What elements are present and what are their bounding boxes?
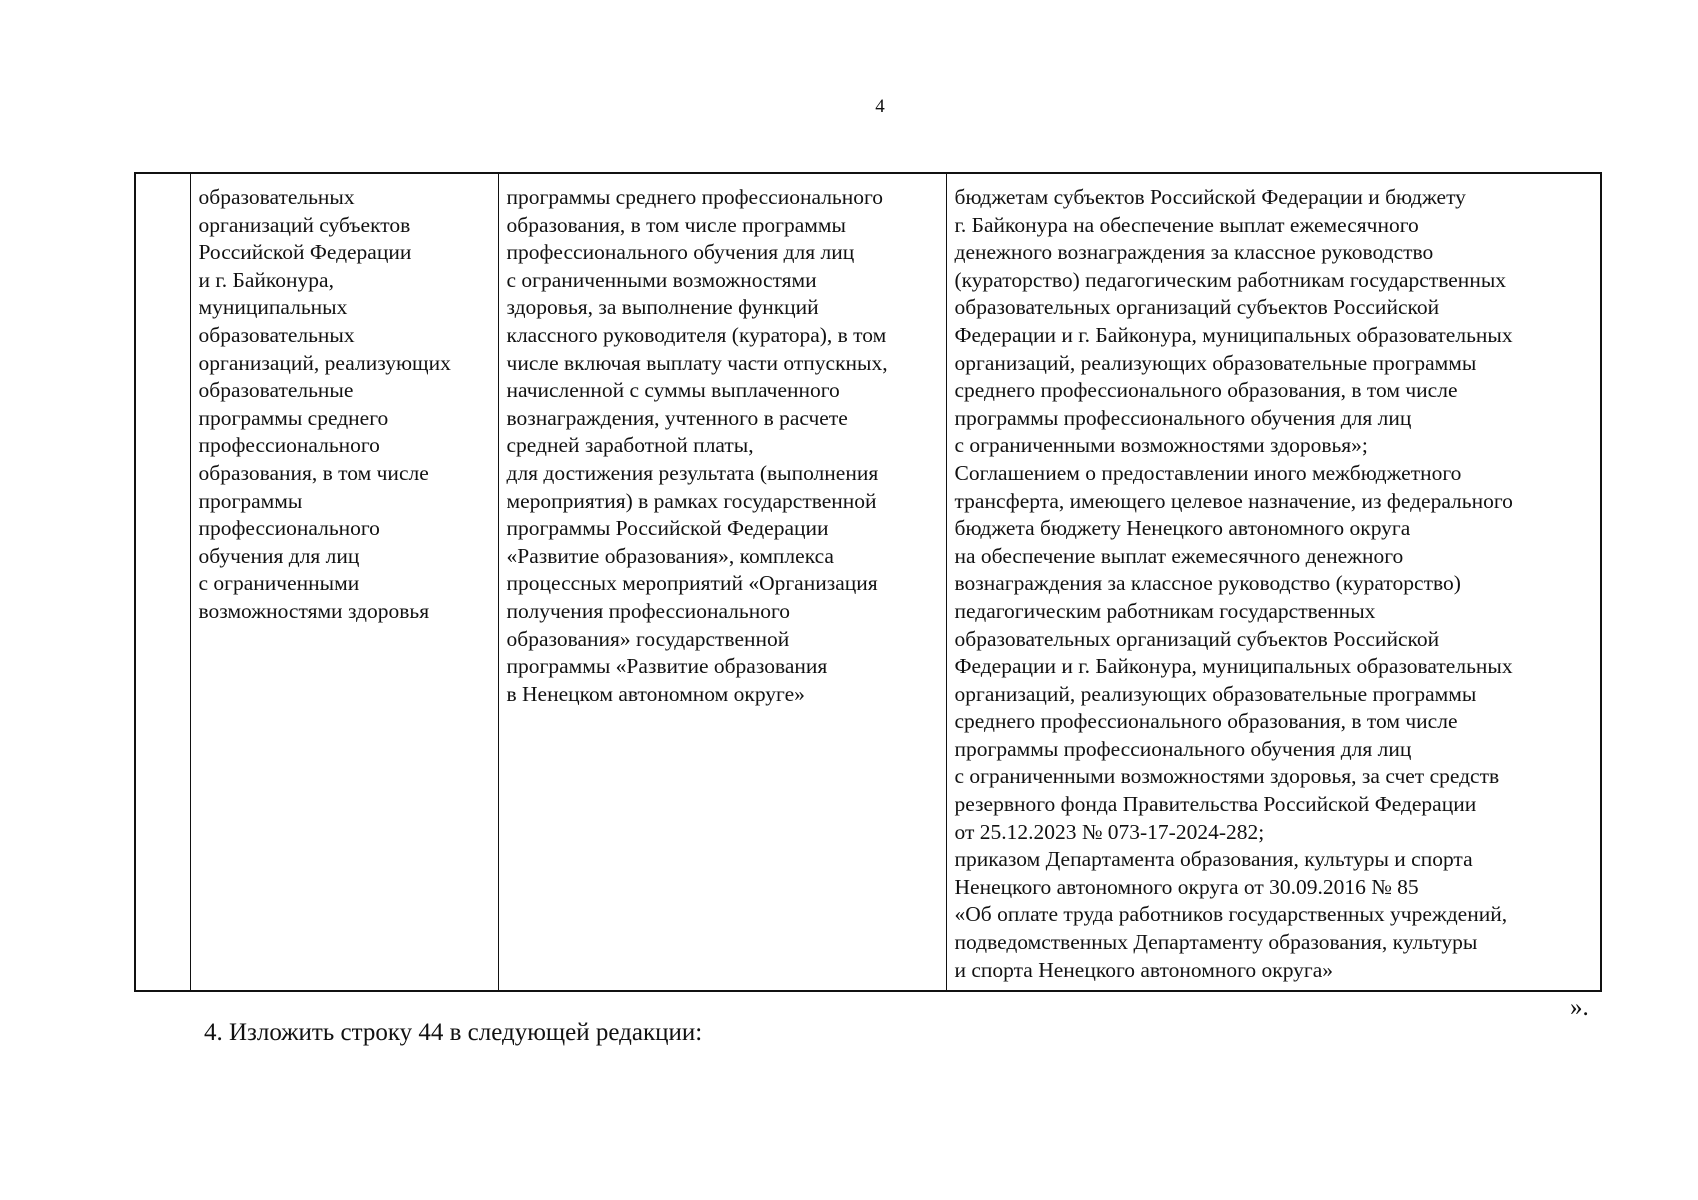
text-line: средней заработной платы, bbox=[506, 433, 754, 458]
text-line: получения профессионального bbox=[506, 598, 790, 623]
text-line: вознаграждения за классное руководство (кураторство) bbox=[954, 571, 1461, 596]
table-row bbox=[135, 173, 1601, 991]
table-cell-basis bbox=[946, 173, 1601, 991]
text-line: возможностями здоровья bbox=[198, 598, 430, 623]
text-line: образования, в том числе программы bbox=[506, 212, 846, 237]
text-line: классного руководителя (куратора), в том bbox=[506, 322, 887, 347]
text-line: г. Байконура на обеспечение выплат ежемесячного bbox=[954, 212, 1419, 237]
text-line: мероприятия) в рамках государственной bbox=[506, 488, 877, 513]
text-line: вознаграждения, учтенного в расчете bbox=[506, 405, 848, 430]
text-line: и спорта Ненецкого автономного округа» bbox=[954, 957, 1334, 982]
text-line: организаций, реализующих образовательные программы bbox=[954, 681, 1477, 706]
text-line: для достижения результата (выполнения bbox=[506, 460, 879, 485]
text-line: числе включая выплату части отпускных, bbox=[506, 350, 888, 375]
text-line: Соглашением о предоставлении иного межбюджетного bbox=[954, 460, 1462, 485]
text-line: образования» государственной bbox=[506, 626, 790, 651]
text-line: от 25.12.2023 № 073-17-2024-282; bbox=[954, 819, 1265, 844]
instruction-text: 4. Изложить строку 44 в следующей редакции: bbox=[204, 1019, 703, 1046]
text-line: образовательных bbox=[198, 322, 355, 347]
text-line: среднего профессионального образования, в том числе bbox=[954, 709, 1458, 734]
text-line: с ограниченными bbox=[198, 571, 360, 596]
text-line: программы профессионального обучения для лиц bbox=[954, 405, 1412, 430]
text-line: программы среднего bbox=[198, 405, 389, 430]
text-line: на обеспечение выплат ежемесячного денежного bbox=[954, 543, 1404, 568]
page-number: 4 bbox=[875, 96, 885, 117]
text-line: Федерации и г. Байконура, муниципальных образовательных bbox=[954, 322, 1513, 347]
text-line: с ограниченными возможностями здоровья»; bbox=[954, 433, 1368, 458]
text-line: и г. Байконура, bbox=[198, 267, 334, 292]
text-line: профессионального bbox=[198, 433, 380, 458]
text-line: образовательные bbox=[198, 378, 354, 403]
text-line: программы Российской Федерации bbox=[506, 516, 829, 541]
text-line: обучения для лиц bbox=[198, 543, 360, 568]
text-line: (кураторство) педагогическим работникам государственных bbox=[954, 267, 1507, 292]
text-line: резервного фонда Правительства Российской Федерации bbox=[954, 792, 1477, 817]
text-line: денежного вознаграждения за классное руководство bbox=[954, 240, 1434, 265]
text-line: организаций субъектов bbox=[198, 212, 411, 237]
text-line: организаций, реализующих bbox=[198, 350, 451, 375]
text-line: программы bbox=[198, 488, 303, 513]
closing-quote: ». bbox=[1570, 994, 1589, 1021]
text-line: бюджетам субъектов Российской Федерации и бюджету bbox=[954, 185, 1466, 209]
table-cell-number bbox=[135, 173, 190, 991]
text-line: подведомственных Департаменту образования, культуры bbox=[954, 930, 1478, 955]
text-line: бюджета бюджету Ненецкого автономного округа bbox=[954, 516, 1411, 541]
table-cell-recipients bbox=[190, 173, 498, 991]
text-line: Ненецкого автономного округа от 30.09.2016 № 85 bbox=[954, 874, 1419, 899]
text-line: здоровья, за выполнение функций bbox=[506, 295, 819, 320]
text-line: процессных мероприятий «Организация bbox=[506, 571, 878, 596]
text-line: Федерации и г. Байконура, муниципальных образовательных bbox=[954, 654, 1513, 679]
text-line: Российской Федерации bbox=[198, 240, 412, 265]
text-line: программы среднего профессионального bbox=[506, 185, 884, 209]
text-line: профессионального bbox=[198, 516, 380, 541]
text-line: «Развитие образования», комплекса bbox=[506, 543, 834, 568]
text-line: «Об оплате труда работников государственных учреждений, bbox=[954, 902, 1508, 927]
table-cell-purpose bbox=[498, 173, 946, 991]
text-line: образовательных организаций субъектов Российской bbox=[954, 626, 1440, 651]
text-line: с ограниченными возможностями здоровья, за счет средств bbox=[954, 764, 1500, 789]
text-line: трансферта, имеющего целевое назначение, из федерального bbox=[954, 488, 1513, 513]
document-table bbox=[134, 172, 1602, 992]
text-line: с ограниченными возможностями bbox=[506, 267, 817, 292]
text-line: программы «Развитие образования bbox=[506, 654, 828, 679]
text-line: в Ненецком автономном округе» bbox=[506, 681, 805, 706]
text-line: образовательных организаций субъектов Российской bbox=[954, 295, 1440, 320]
text-line: муниципальных bbox=[198, 295, 348, 320]
text-line: программы профессионального обучения для лиц bbox=[954, 736, 1412, 761]
text-line: образования, в том числе bbox=[198, 460, 429, 485]
text-line: приказом Департамента образования, культуры и спорта bbox=[954, 847, 1473, 872]
text-line: организаций, реализующих образовательные программы bbox=[954, 350, 1477, 375]
text-line: начисленной с суммы выплаченного bbox=[506, 378, 840, 403]
text-line: педагогическим работникам государственных bbox=[954, 598, 1376, 623]
text-line: профессионального обучения для лиц bbox=[506, 240, 855, 265]
text-line: среднего профессионального образования, в том числе bbox=[954, 378, 1458, 403]
text-line: образовательных bbox=[198, 185, 355, 209]
